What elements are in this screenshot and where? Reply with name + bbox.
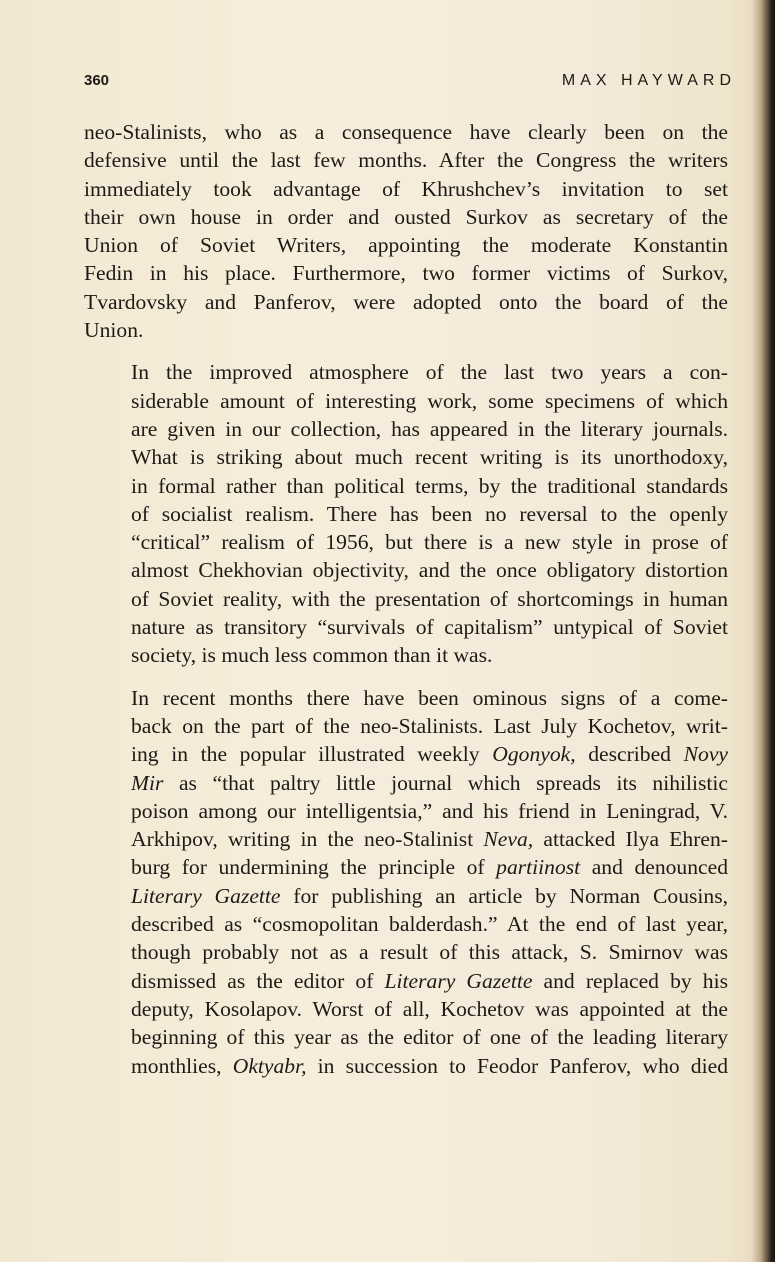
italic-term: partiinost	[496, 855, 581, 880]
paragraph-3	[84, 684, 728, 1080]
italic-term: Neva,	[483, 827, 534, 852]
paragraph-1	[84, 118, 728, 344]
text-line: “critical” realism of 1956, but there is a new style in prose of	[131, 530, 728, 555]
italic-term: Literary Gazette	[131, 883, 281, 908]
text-line: In recent months there have been ominous signs of a come-	[131, 685, 728, 710]
text-line: neo-Stalinists, who as a consequence have clearly been on the	[84, 120, 728, 144]
text-line	[84, 882, 728, 910]
italic-term: Ogonyok,	[492, 742, 576, 767]
text-segment: and denounced	[580, 855, 728, 880]
text-line: What is striking about much recent writing is its unorthodoxy,	[131, 445, 728, 470]
text-line: though probably not as a result of this attack, S. Smirnov was	[131, 940, 728, 965]
italic-term: Literary Gazette	[384, 968, 533, 993]
text-line: In the improved atmosphere of the last two years a con-	[131, 360, 728, 385]
text-line: in formal rather than political terms, by the traditional standards	[131, 473, 728, 498]
text-line	[84, 1052, 728, 1080]
text-line: Union of Soviet Writers, appointing the moderate Konstantin	[84, 233, 728, 258]
text-line: deputy, Kosolapov. Worst of all, Kochetov was appointed at the	[131, 996, 728, 1021]
italic-term: Mir	[131, 770, 164, 795]
text-line: Union.	[84, 318, 144, 343]
italic-term: Oktyabr,	[232, 1053, 307, 1078]
text-segment: Arkhipov, writing in the neo-Stalinist	[131, 827, 484, 852]
text-line: almost Chekhovian objectivity, and the once obligatory distortion	[131, 558, 728, 583]
text-line: described as “cosmopolitan balderdash.” At the end of last year,	[131, 912, 728, 937]
book-spine-shadow	[751, 0, 775, 1262]
text-line: immediately took advantage of Khrushchev’s invitation to set	[84, 176, 728, 201]
text-line	[84, 853, 728, 881]
text-line	[84, 825, 728, 853]
text-line: back on the part of the neo-Stalinists. Last July Kochetov, writ-	[131, 713, 728, 738]
paragraph-2	[84, 358, 728, 669]
text-segment: attacked Ilya Ehren-	[533, 827, 728, 852]
text-segment: ing in the popular illustrated weekly	[131, 742, 493, 767]
text-line	[84, 769, 728, 797]
italic-term: Novy	[683, 742, 728, 767]
text-segment: and replaced by his	[532, 968, 728, 993]
text-line: are given in our collection, has appeared in the literary journals.	[131, 416, 728, 441]
text-segment: in succession to Feodor Panferov, who died	[306, 1053, 728, 1078]
text-line: of Soviet reality, with the presentation of shortcomings in human	[131, 586, 728, 611]
text-line	[84, 740, 728, 768]
body-text	[84, 118, 728, 1080]
running-head: MAX HAYWARD	[561, 72, 736, 89]
text-segment: burg for undermining the principle of	[131, 855, 497, 880]
text-line: defensive until the last few months. After the Congress the writers	[84, 148, 728, 173]
text-line: society, is much less common than it was.	[131, 643, 493, 668]
text-line: of socialist realism. There has been no reversal to the openly	[131, 501, 728, 526]
text-segment: for publishing an article by Norman Cousins,	[280, 883, 728, 908]
text-line: beginning of this year as the editor of one of the leading literary	[131, 1025, 728, 1050]
text-line: Tvardovsky and Panferov, were adopted onto the board of the	[84, 289, 728, 314]
text-segment: described	[575, 742, 684, 767]
text-line: poison among our intelligentsia,” and his friend in Leningrad, V.	[131, 798, 728, 823]
text-line: nature as transitory “survivals of capitalism” untypical of Soviet	[131, 615, 728, 640]
text-segment: as “that paltry little journal which spreads its nihilistic	[163, 770, 728, 795]
page-header	[84, 68, 736, 96]
text-line: their own house in order and ousted Surkov as secretary of the	[84, 204, 728, 229]
text-line: siderable amount of interesting work, some specimens of which	[131, 388, 728, 413]
text-segment: monthlies,	[131, 1053, 233, 1078]
text-segment: dismissed as the editor of	[131, 968, 385, 993]
page-number: 360	[84, 72, 110, 89]
text-line	[84, 967, 728, 995]
text-line: Fedin in his place. Furthermore, two former victims of Surkov,	[84, 261, 728, 286]
